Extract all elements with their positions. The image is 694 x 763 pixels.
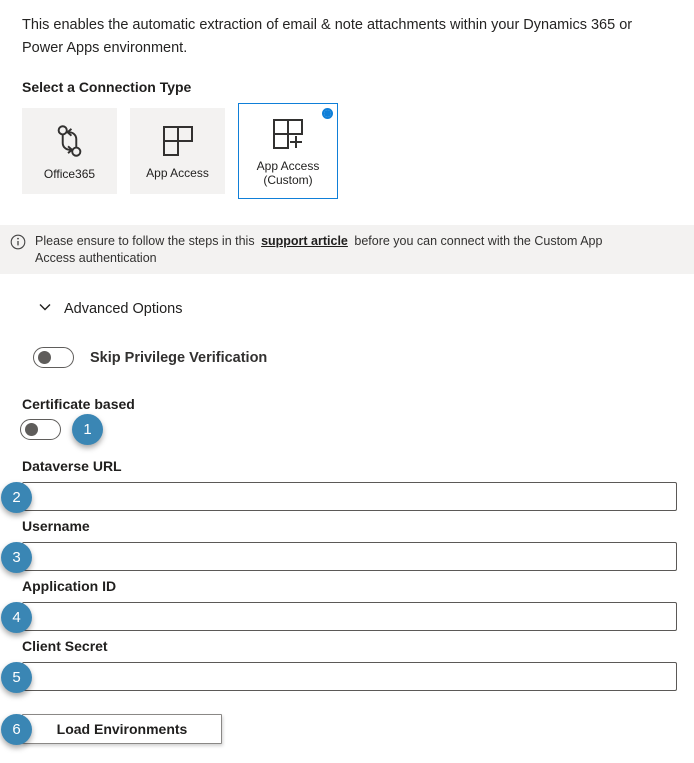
sync-arrows-icon: [54, 122, 85, 160]
application-id-label: Application ID: [22, 578, 117, 594]
annotation-badge-2: 2: [1, 482, 32, 513]
info-banner: [0, 225, 694, 274]
advanced-options-toggle[interactable]: [38, 301, 694, 317]
chevron-down-icon: [38, 301, 52, 317]
intro-text: This enables the automatic extraction of email & note attachments within your Dynamics 365 or Power Apps environment.: [22, 17, 633, 56]
load-environments-button[interactable]: Load Environments: [22, 714, 222, 744]
certificate-based-toggle[interactable]: [20, 419, 61, 440]
skip-privilege-label: Skip Privilege Verification: [90, 349, 268, 366]
client-secret-field-group: [0, 638, 694, 691]
certificate-based-section: [22, 396, 694, 443]
application-id-input[interactable]: [22, 602, 677, 631]
banner-text-after: before you can connect with the Custom App Access authentication: [35, 234, 603, 265]
banner-text-before: Please ensure to follow the steps in this: [35, 234, 255, 248]
support-article-link[interactable]: support article: [261, 234, 348, 248]
card-label-office365: Office365: [43, 166, 96, 181]
connection-type-cards: [22, 103, 694, 199]
card-label-app-access: App Access: [146, 165, 209, 180]
annotation-badge-5: 5: [1, 662, 32, 693]
app-grid-icon: [160, 123, 196, 159]
radio-selected-icon[interactable]: [322, 108, 333, 119]
annotation-badge-3: 3: [1, 542, 32, 573]
banner-text: [35, 233, 644, 266]
info-icon: [10, 234, 26, 266]
card-app-access-custom[interactable]: [238, 103, 338, 199]
advanced-options-label: Advanced Options: [64, 301, 183, 317]
annotation-badge-6: 6: [1, 714, 32, 745]
certificate-based-label: Certificate based: [22, 396, 135, 412]
skip-privilege-row: [33, 347, 694, 368]
card-label-app-access-custom: App Access (Custom): [256, 158, 320, 187]
connection-type-heading: Select a Connection Type: [22, 79, 192, 95]
username-label: Username: [22, 518, 90, 534]
client-secret-label: Client Secret: [22, 638, 108, 654]
username-field-group: [0, 518, 694, 571]
client-secret-input[interactable]: [22, 662, 677, 691]
dataverse-url-field-group: [0, 458, 694, 511]
app-grid-plus-icon: [270, 116, 306, 152]
annotation-badge-1: 1: [72, 414, 103, 445]
skip-privilege-toggle[interactable]: [33, 347, 74, 368]
username-input[interactable]: [22, 542, 677, 571]
connection-form-fields: [0, 458, 694, 691]
annotation-badge-4: 4: [1, 602, 32, 633]
load-environments-row: [0, 714, 694, 745]
dataverse-url-input[interactable]: [22, 482, 677, 511]
connection-settings-page: [0, 14, 694, 763]
card-office365[interactable]: [22, 108, 117, 194]
card-app-access[interactable]: [130, 108, 225, 194]
application-id-field-group: [0, 578, 694, 631]
dataverse-url-label: Dataverse URL: [22, 458, 122, 474]
